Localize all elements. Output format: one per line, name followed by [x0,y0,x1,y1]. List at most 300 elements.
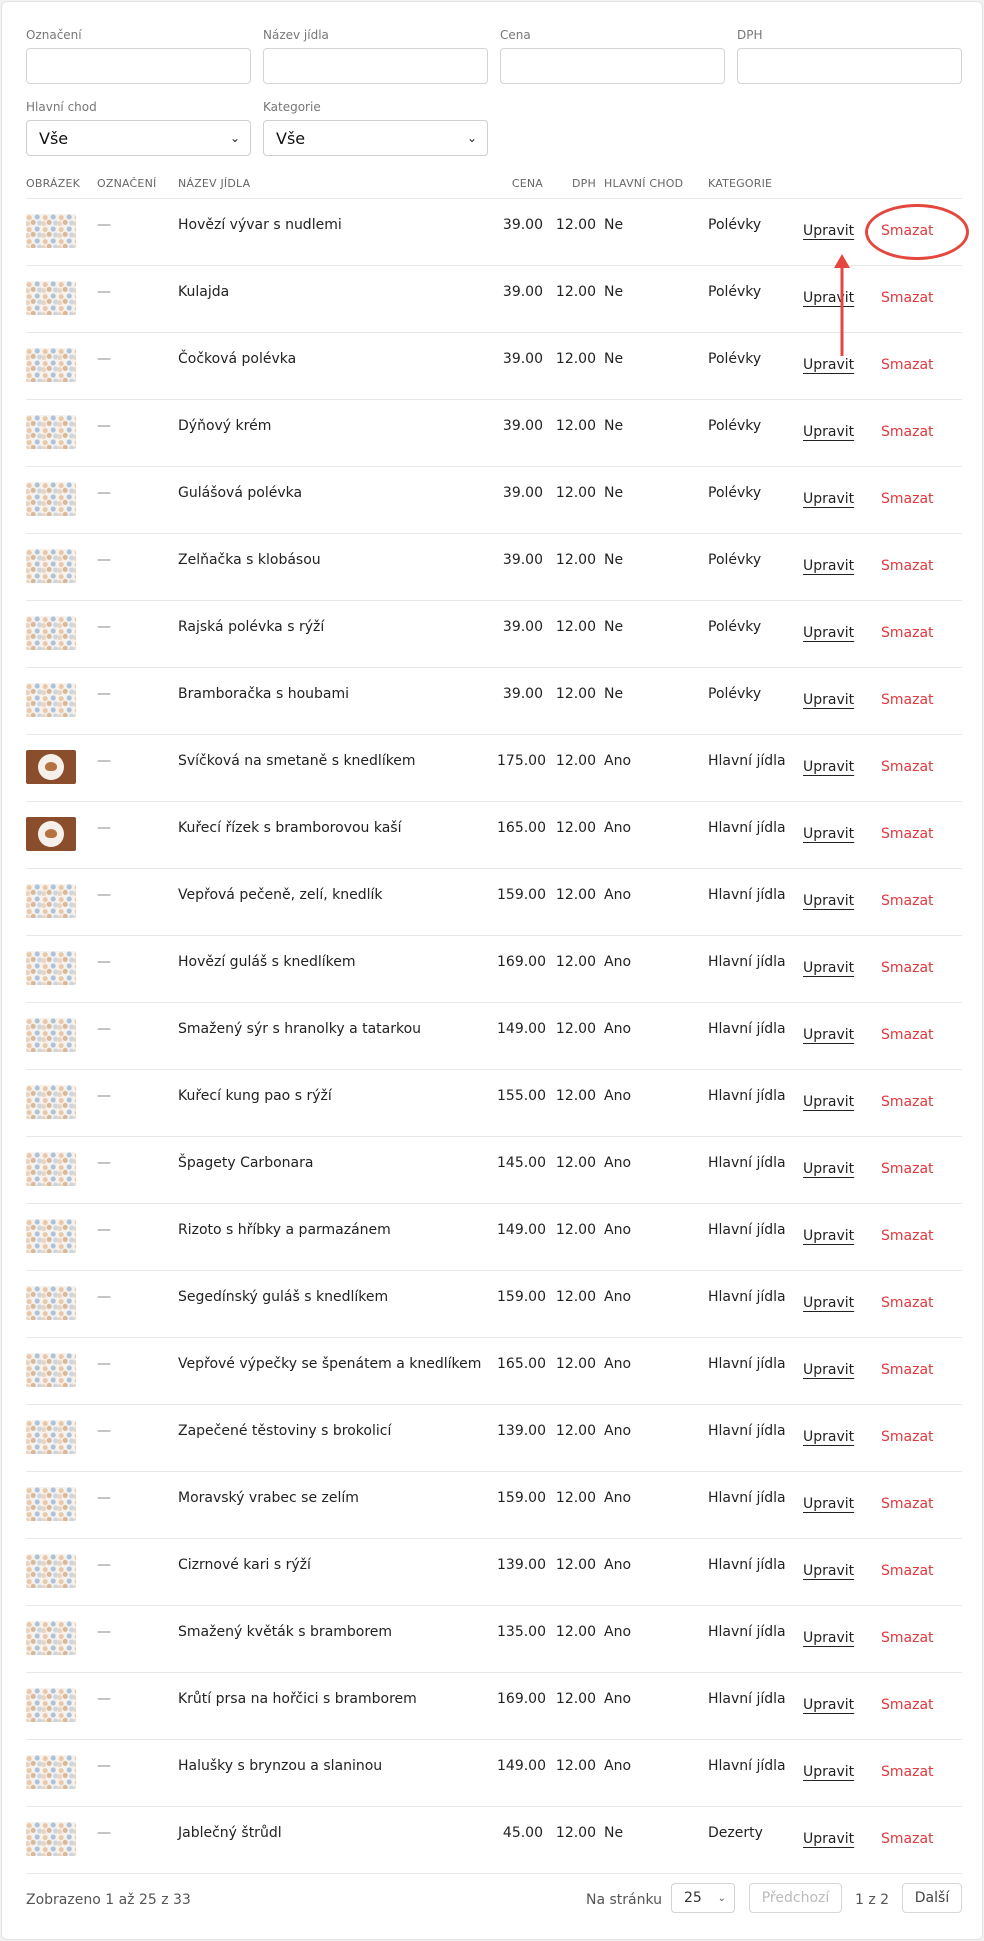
chevron-down-icon: ⌄ [717,1892,726,1904]
results-summary: Zobrazeno 1 až 25 z 33 [26,1892,191,1908]
cell-oznaceni: — [97,1136,178,1203]
dish-thumbnail [26,951,76,985]
cell-edit [797,600,857,667]
cell-price: 169.00 [497,935,551,1002]
dish-thumbnail [26,884,76,918]
dish-thumbnail [26,1822,76,1856]
dish-thumbnail [26,415,76,449]
cell-main-course: Ano [604,868,708,935]
cell-category: Hlavní jídla [708,1605,797,1672]
cell-edit [797,1203,857,1270]
chevron-down-icon: ⌄ [229,131,240,145]
cell-name: Zapečené těstoviny s brokolicí [178,1404,497,1471]
dish-thumbnail [26,1152,76,1186]
filter-dph [737,26,962,84]
chevron-down-icon: ⌄ [466,131,477,145]
cell-main-course: Ano [604,935,708,1002]
dish-thumbnail [26,1018,76,1052]
edit-link[interactable]: Upravit [803,1160,855,1177]
cell-category: Polévky [708,399,797,466]
cell-delete [857,600,962,667]
header-nazev[interactable]: NÁZEV JÍDLA [178,170,497,198]
table-row [26,1605,962,1672]
cell-price: 39.00 [497,332,551,399]
kategorie-select[interactable] [263,120,488,156]
edit-link[interactable]: Upravit [803,825,855,842]
edit-link[interactable]: Upravit [803,1629,855,1646]
cell-delete [857,1337,962,1404]
cell-edit [797,1538,857,1605]
cell-price: 45.00 [497,1806,551,1873]
table-row [26,332,962,399]
cell-main-course: Ne [604,399,708,466]
cell-oznaceni: — [97,600,178,667]
cell-edit [797,1069,857,1136]
cell-price: 169.00 [497,1672,551,1739]
dish-thumbnail [26,482,76,516]
cell-main-course: Ano [604,1136,708,1203]
dish-thumbnail [26,1286,76,1320]
header-actions-edit [797,170,857,198]
edit-link[interactable]: Upravit [803,1696,855,1713]
edit-link[interactable]: Upravit [803,758,855,775]
cell-price: 135.00 [497,1605,551,1672]
cell-name: Kuřecí kung pao s rýží [178,1069,497,1136]
arrow-up-icon [832,252,852,356]
cell-image [26,801,97,868]
cell-edit [797,1002,857,1069]
dish-thumbnail [26,750,76,784]
cell-edit [797,667,857,734]
cell-image [26,332,97,399]
cell-image [26,1203,97,1270]
cell-oznaceni: — [97,466,178,533]
cell-image [26,1605,97,1672]
cell-main-course: Ano [604,1203,708,1270]
edit-link[interactable]: Upravit [803,490,855,507]
edit-link[interactable]: Upravit [803,624,855,641]
cell-main-course: Ne [604,600,708,667]
cell-vat: 12.00 [551,935,604,1002]
cell-category: Polévky [708,466,797,533]
cell-oznaceni: — [97,868,178,935]
cell-category: Hlavní jídla [708,1538,797,1605]
cell-image [26,1002,97,1069]
cell-name: Moravský vrabec se zelím [178,1471,497,1538]
cell-main-course: Ano [604,734,708,801]
cell-edit [797,1806,857,1873]
cell-edit [797,533,857,600]
cell-oznaceni: — [97,1471,178,1538]
cell-category: Hlavní jídla [708,1404,797,1471]
cell-delete [857,1806,962,1873]
cell-name: Rizoto s hříbky a parmazánem [178,1203,497,1270]
delete-link[interactable]: Smazat [881,825,934,842]
cell-price: 39.00 [497,265,551,332]
edit-link[interactable]: Upravit [803,892,855,909]
cell-category: Hlavní jídla [708,1002,797,1069]
cell-edit [797,399,857,466]
cell-main-course: Ne [604,1806,708,1873]
table-row [26,1203,962,1270]
edit-link[interactable]: Upravit [803,289,855,306]
header-cena[interactable]: CENA [497,170,551,198]
filter-cena-label: Cena [500,28,531,42]
header-dph[interactable]: DPH [551,170,604,198]
cell-vat: 12.00 [551,1136,604,1203]
cell-name: Vepřová pečeně, zelí, knedlík [178,868,497,935]
cell-delete [857,399,962,466]
cena-input[interactable] [500,48,725,84]
filter-cena [500,26,725,84]
delete-link[interactable]: Smazat [881,1763,934,1780]
delete-link[interactable]: Smazat [881,1026,934,1043]
table-row [26,265,962,332]
previous-page-button[interactable]: Předchozí [749,1883,842,1913]
cell-category: Hlavní jídla [708,1270,797,1337]
cell-main-course: Ne [604,265,708,332]
cell-vat: 12.00 [551,1672,604,1739]
filter-kategorie [263,98,488,156]
cell-price: 145.00 [497,1136,551,1203]
delete-link[interactable]: Smazat [881,1227,934,1244]
cell-oznaceni: — [97,1337,178,1404]
cell-edit [797,1270,857,1337]
table-row [26,1806,962,1873]
delete-link[interactable]: Smazat [881,892,934,909]
cell-image [26,600,97,667]
table-row [26,801,962,868]
cell-oznaceni: — [97,1069,178,1136]
cell-delete [857,734,962,801]
delete-link[interactable]: Smazat [881,1830,934,1847]
cell-vat: 12.00 [551,1069,604,1136]
cell-edit [797,935,857,1002]
cell-vat: 12.00 [551,466,604,533]
cell-delete [857,265,962,332]
filter-dph-label: DPH [737,28,763,42]
delete-link[interactable]: Smazat [881,1294,934,1311]
delete-link[interactable]: Smazat [881,557,934,574]
cell-edit [797,801,857,868]
highlight-ellipse [865,204,969,260]
cell-delete [857,533,962,600]
cell-delete [857,1471,962,1538]
table-row [26,1739,962,1806]
nazev-input[interactable] [263,48,488,84]
cell-oznaceni: — [97,399,178,466]
cell-delete [857,1069,962,1136]
cell-oznaceni: — [97,1672,178,1739]
cell-main-course: Ano [604,1270,708,1337]
cell-category: Hlavní jídla [708,734,797,801]
cell-name: Vepřové výpečky se špenátem a knedlíkem [178,1337,497,1404]
header-hlavni-chod[interactable]: HLAVNÍ CHOD [604,170,708,198]
cell-delete [857,1270,962,1337]
cell-name: Segedínský guláš s knedlíkem [178,1270,497,1337]
cell-name: Svíčková na smetaně s knedlíkem [178,734,497,801]
cell-category: Polévky [708,533,797,600]
cell-vat: 12.00 [551,667,604,734]
dish-thumbnail [26,348,76,382]
cell-image [26,667,97,734]
cell-vat: 12.00 [551,1404,604,1471]
cell-name: Jablečný štrůdl [178,1806,497,1873]
cell-vat: 12.00 [551,265,604,332]
dish-thumbnail [26,1688,76,1722]
cell-delete [857,868,962,935]
table-row [26,667,962,734]
cell-vat: 12.00 [551,734,604,801]
header-kategorie[interactable]: KATEGORIE [708,170,797,198]
edit-link[interactable]: Upravit [803,1428,855,1445]
cell-oznaceni: — [97,1404,178,1471]
cell-price: 39.00 [497,600,551,667]
cell-price: 149.00 [497,1203,551,1270]
cell-category: Hlavní jídla [708,1739,797,1806]
cell-delete [857,466,962,533]
cell-delete [857,1672,962,1739]
cell-oznaceni: — [97,801,178,868]
hlavni-chod-select[interactable] [26,120,251,156]
cell-edit [797,734,857,801]
edit-link[interactable]: Upravit [803,959,855,976]
cell-main-course: Ano [604,1538,708,1605]
cell-vat: 12.00 [551,1337,604,1404]
cell-category: Hlavní jídla [708,1136,797,1203]
table-row [26,466,962,533]
edit-link[interactable]: Upravit [803,1361,855,1378]
cell-vat: 12.00 [551,868,604,935]
delete-link[interactable]: Smazat [881,758,934,775]
delete-link[interactable]: Smazat [881,1495,934,1512]
cell-image [26,1136,97,1203]
delete-link[interactable]: Smazat [881,1428,934,1445]
cell-name: Smažený sýr s hranolky a tatarkou [178,1002,497,1069]
cell-edit [797,868,857,935]
dishes-table [26,170,962,1874]
delete-link[interactable]: Smazat [881,1696,934,1713]
table-header-row [26,170,962,198]
per-page-value: 25 [684,1890,702,1906]
edit-link[interactable]: Upravit [803,691,855,708]
cell-oznaceni: — [97,1538,178,1605]
edit-link[interactable]: Upravit [803,1093,855,1110]
delete-link[interactable]: Smazat [881,423,934,440]
cell-oznaceni: — [97,198,178,265]
cell-image [26,935,97,1002]
cell-image [26,1069,97,1136]
cell-delete [857,332,962,399]
cell-category: Dezerty [708,1806,797,1873]
cell-category: Hlavní jídla [708,1203,797,1270]
cell-main-course: Ne [604,533,708,600]
table-row [26,533,962,600]
cell-vat: 12.00 [551,533,604,600]
cell-edit [797,1136,857,1203]
cell-image [26,1337,97,1404]
cell-price: 39.00 [497,399,551,466]
cell-image [26,1672,97,1739]
cell-category: Hlavní jídla [708,801,797,868]
delete-link[interactable]: Smazat [881,1160,934,1177]
dish-thumbnail [26,817,76,851]
edit-link[interactable]: Upravit [803,1830,855,1847]
cell-vat: 12.00 [551,1538,604,1605]
table-row [26,1404,962,1471]
delete-link[interactable]: Smazat [881,490,934,507]
cell-main-course: Ano [604,1404,708,1471]
edit-link[interactable]: Upravit [803,1562,855,1579]
delete-link[interactable]: Smazat [881,959,934,976]
cell-vat: 12.00 [551,1806,604,1873]
cell-delete [857,1605,962,1672]
cell-delete [857,1002,962,1069]
dish-thumbnail [26,1755,76,1789]
dish-thumbnail [26,281,76,315]
cell-vat: 12.00 [551,1270,604,1337]
table-row [26,600,962,667]
edit-link[interactable]: Upravit [803,1227,855,1244]
cell-price: 39.00 [497,198,551,265]
cell-price: 159.00 [497,1471,551,1538]
filter-nazev-label: Název jídla [263,28,329,42]
edit-link[interactable]: Upravit [803,557,855,574]
cell-category: Hlavní jídla [708,1337,797,1404]
dph-input[interactable] [737,48,962,84]
cell-category: Polévky [708,265,797,332]
delete-link[interactable]: Smazat [881,1562,934,1579]
cell-vat: 12.00 [551,801,604,868]
cell-vat: 12.00 [551,1203,604,1270]
edit-link[interactable]: Upravit [803,1026,855,1043]
dish-thumbnail [26,683,76,717]
delete-link[interactable]: Smazat [881,222,934,239]
header-oznaceni[interactable]: OZNAČENÍ [97,170,178,198]
cell-oznaceni: — [97,533,178,600]
cell-category: Hlavní jídla [708,935,797,1002]
filter-hlavni-chod [26,98,251,156]
dish-thumbnail [26,214,76,248]
table-row [26,1270,962,1337]
cell-category: Hlavní jídla [708,1069,797,1136]
table-row [26,1471,962,1538]
cell-delete [857,935,962,1002]
content-panel [1,1,983,1940]
cell-vat: 12.00 [551,1002,604,1069]
cell-oznaceni: — [97,1739,178,1806]
cell-oznaceni: — [97,265,178,332]
filter-form [26,26,962,170]
cell-price: 165.00 [497,1337,551,1404]
cell-main-course: Ne [604,667,708,734]
table-row [26,198,962,265]
table-row [26,1002,962,1069]
dish-thumbnail [26,1420,76,1454]
delete-link[interactable]: Smazat [881,1093,934,1110]
cell-oznaceni: — [97,332,178,399]
cell-main-course: Ne [604,466,708,533]
delete-link[interactable]: Smazat [881,624,934,641]
cell-category: Hlavní jídla [708,1672,797,1739]
cell-category: Polévky [708,332,797,399]
table-row [26,868,962,935]
delete-link[interactable]: Smazat [881,289,934,306]
cell-price: 165.00 [497,801,551,868]
cell-category: Polévky [708,667,797,734]
cell-price: 39.00 [497,466,551,533]
delete-link[interactable]: Smazat [881,1629,934,1646]
cell-vat: 12.00 [551,600,604,667]
cell-name: Hovězí vývar s nudlemi [178,198,497,265]
per-page-label: Na stránku [586,1892,663,1908]
edit-link[interactable]: Upravit [803,222,855,239]
oznaceni-input[interactable] [26,48,251,84]
cell-main-course: Ano [604,1069,708,1136]
cell-name: Bramboračka s houbami [178,667,497,734]
cell-delete [857,1739,962,1806]
dish-thumbnail [26,1219,76,1253]
cell-vat: 12.00 [551,1605,604,1672]
delete-link[interactable]: Smazat [881,1361,934,1378]
edit-link[interactable]: Upravit [803,1495,855,1512]
cell-image [26,1739,97,1806]
table-row [26,399,962,466]
next-page-button[interactable]: Další [902,1883,962,1913]
cell-price: 155.00 [497,1069,551,1136]
filter-oznaceni [26,26,251,84]
per-page-select[interactable] [671,1883,735,1913]
table-row [26,935,962,1002]
cell-name: Krůtí prsa na hořčici s bramborem [178,1672,497,1739]
edit-link[interactable]: Upravit [803,356,855,373]
header-obrazek[interactable]: OBRÁZEK [26,170,97,198]
cell-main-course: Ne [604,198,708,265]
cell-name: Zelňačka s klobásou [178,533,497,600]
pagination-footer [26,1882,962,1920]
cell-name: Dýňový krém [178,399,497,466]
delete-link[interactable]: Smazat [881,691,934,708]
cell-category: Hlavní jídla [708,868,797,935]
cell-price: 159.00 [497,1270,551,1337]
table-row [26,1672,962,1739]
cell-oznaceni: — [97,1605,178,1672]
table-row [26,734,962,801]
cell-delete [857,801,962,868]
cell-price: 139.00 [497,1404,551,1471]
cell-vat: 12.00 [551,332,604,399]
cell-main-course: Ano [604,1337,708,1404]
table-row [26,1337,962,1404]
edit-link[interactable]: Upravit [803,1294,855,1311]
edit-link[interactable]: Upravit [803,1763,855,1780]
cell-oznaceni: — [97,935,178,1002]
cell-name: Cizrnové kari s rýží [178,1538,497,1605]
cell-price: 175.00 [497,734,551,801]
edit-link[interactable]: Upravit [803,423,855,440]
cell-image [26,1538,97,1605]
cell-main-course: Ano [604,1739,708,1806]
cell-main-course: Ano [604,1672,708,1739]
table-row [26,1069,962,1136]
dish-thumbnail [26,1085,76,1119]
filter-kategorie-label: Kategorie [263,100,321,114]
cell-main-course: Ano [604,1471,708,1538]
cell-price: 39.00 [497,667,551,734]
cell-image [26,466,97,533]
delete-link[interactable]: Smazat [881,356,934,373]
cell-main-course: Ano [604,801,708,868]
